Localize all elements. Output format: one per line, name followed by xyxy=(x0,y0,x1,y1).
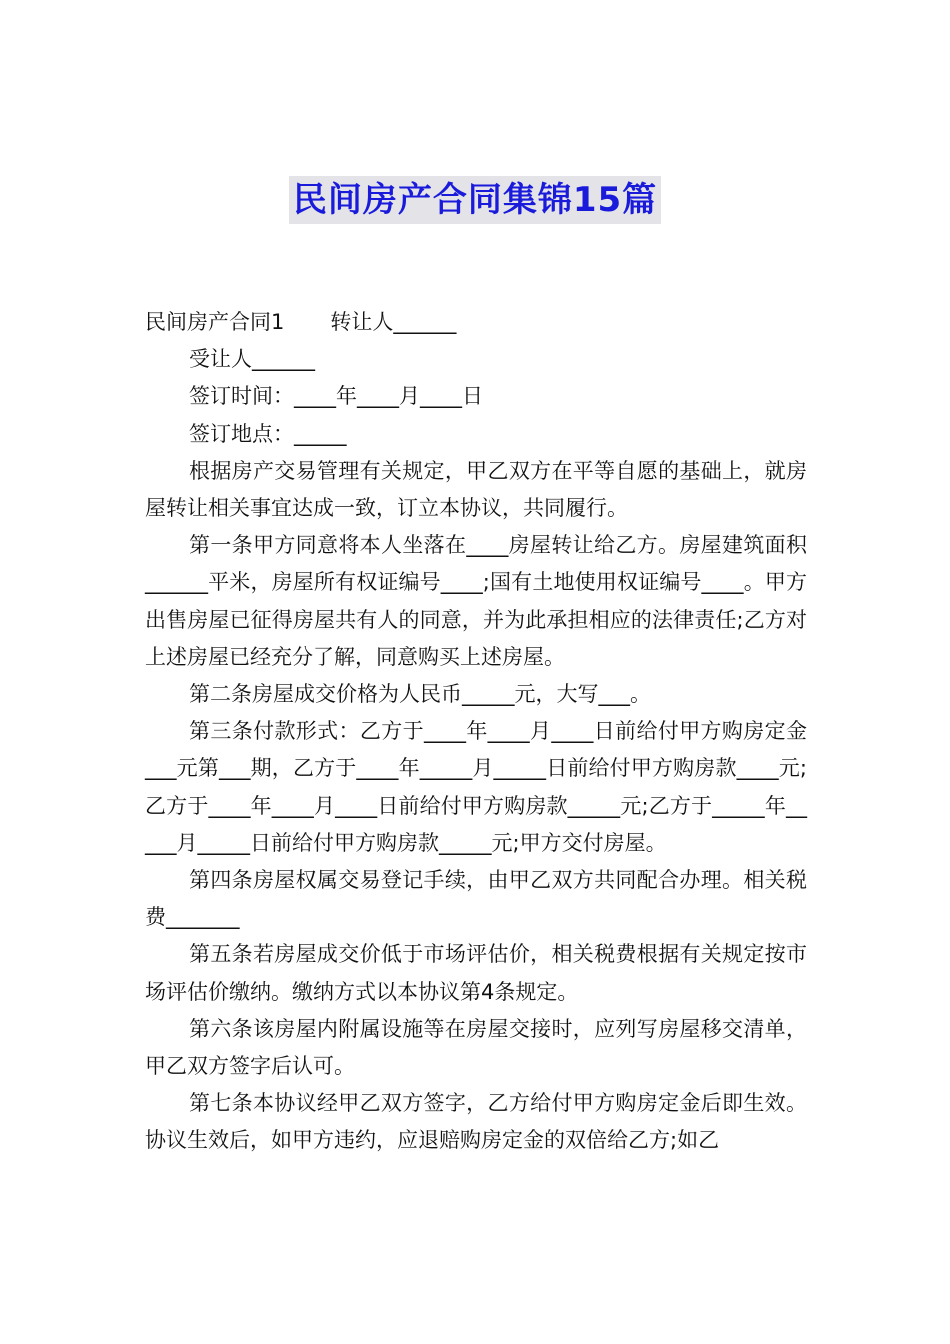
document-title: 民间房产合同集锦15篇 xyxy=(289,176,661,224)
document-body xyxy=(145,304,807,1160)
contract-heading-line xyxy=(145,304,807,341)
article-1-paragraph: 第一条甲方同意将本人坐落在____房屋转让给乙方。房屋建筑面积______平米，房屋所有权证编号____;国有土地使用权证编号____。甲方出售房屋已征得房屋共有人的同意，并为此承担相应的法律责任;乙方对上述房屋已经充分了解，同意购买上述房屋。 xyxy=(145,533,807,669)
transferor-field: 转让人______ xyxy=(330,310,457,334)
signing-date-field: 签订时间：____年____月____日 xyxy=(189,384,483,409)
title-container xyxy=(0,176,950,224)
article-4-paragraph: 第四条房屋权属交易登记手续，由甲乙双方共同配合办理。相关税费_______ xyxy=(145,868,807,930)
transferee-field: 受让人______ xyxy=(189,347,315,372)
article-3-paragraph: 第三条付款形式：乙方于____年____月____日前给付甲方购房定金___元第___期，乙方于____年_____月_____日前给付甲方购房款____元;乙方于____年____月____日前给付甲方购房款_____元;乙方于_____年_____月_____日前给付甲方购房款_____元;甲方交付房屋。 xyxy=(145,719,807,855)
contract-heading: 民间房产合同1 xyxy=(145,310,285,334)
signing-place-field: 签订地点：_____ xyxy=(189,421,347,446)
article-2-paragraph: 第二条房屋成交价格为人民币_____元，大写___。 xyxy=(189,682,651,707)
article-5-paragraph: 第五条若房屋成交价低于市场评估价，相关税费根据有关规定按市场评估价缴纳。缴纳方式以本协议第4条规定。 xyxy=(145,942,807,1004)
preamble-paragraph: 根据房产交易管理有关规定，甲乙双方在平等自愿的基础上，就房屋转让相关事宜达成一致，订立本协议，共同履行。 xyxy=(145,458,807,521)
article-7-paragraph: 第七条本协议经甲乙双方签字，乙方给付甲方购房定金后即生效。协议生效后，如甲方违约，应退赔购房定金的双倍给乙方;如乙 xyxy=(145,1091,807,1153)
article-6-paragraph: 第六条该房屋内附属设施等在房屋交接时，应列写房屋移交清单，甲乙双方签字后认可。 xyxy=(145,1016,807,1079)
